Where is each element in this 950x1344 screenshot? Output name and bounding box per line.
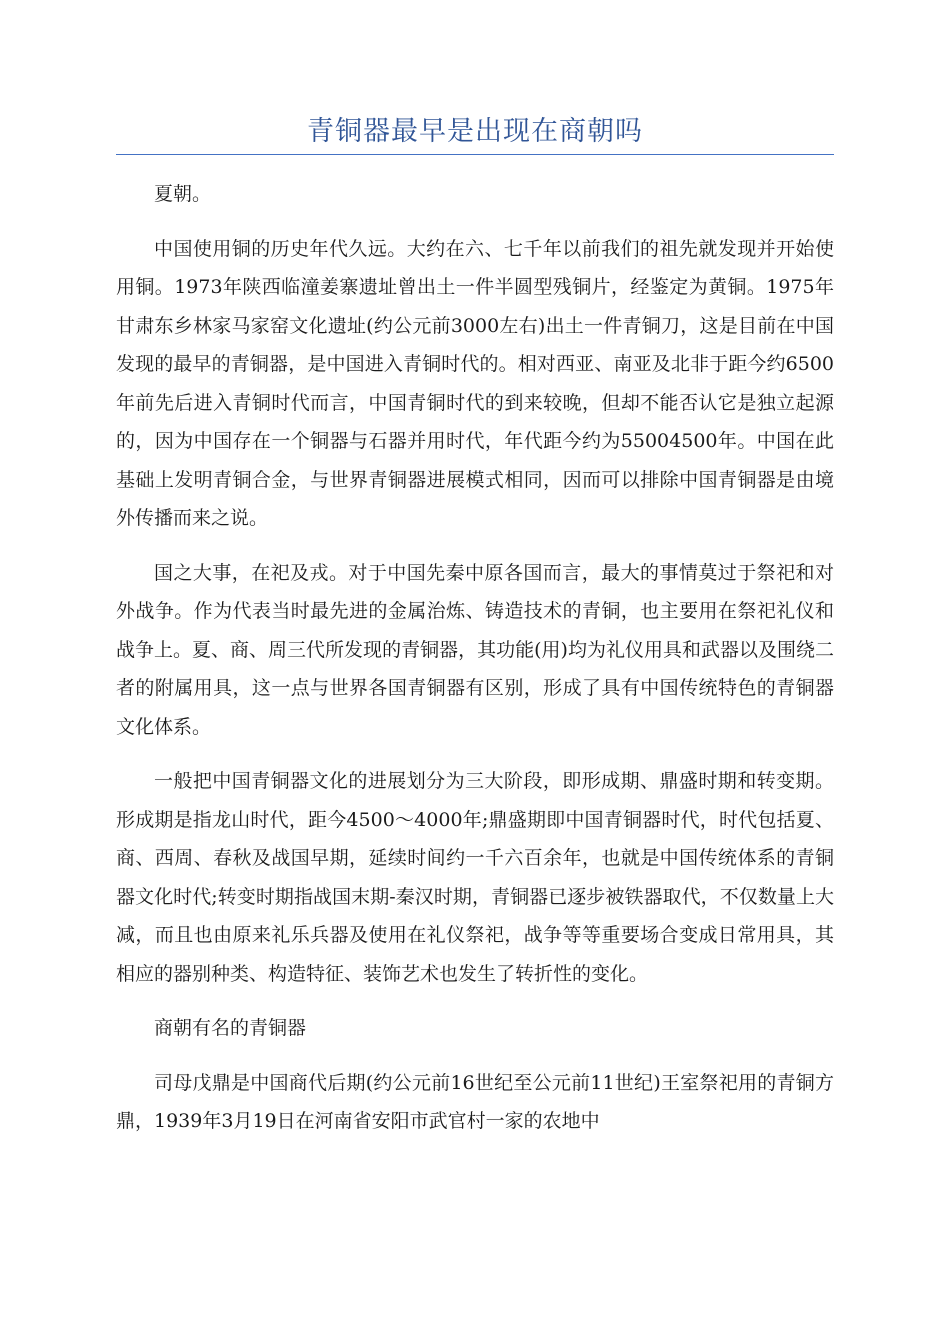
paragraph-function: 国之大事，在祀及戎。对于中国先秦中原各国而言，最大的事情莫过于祭祀和对外战争。作为代表当时最先进的金属治炼、铸造技术的青铜，也主要用在祭祀礼仪和战争上。夏、商、周三代所发现的青铜器，其功能(用)均为礼仪用具和武器以及围绕二者的附属用具，这一点与世界各国青铜器有区别，形成了具有中国传统特色的青铜器文化体系。 <box>116 561 834 738</box>
paragraph-subheading: 商朝有名的青铜器 <box>154 1017 307 1039</box>
paragraph-stages: 一般把中国青铜器文化的进展划分为三大阶段，即形成期、鼎盛时期和转变期。形成期是指龙山时代，距今4500～4000年;鼎盛期即中国青铜器时代，时代包括夏、商、西周、春秋及战国早期，延续时间约一千六百余年，也就是中国传统体系的青铜器文化时代;转变时期指战国末期-秦汉时期，青铜器已逐步被铁器取代，不仅数量上大减，而且也由原来礼乐兵器及使用在礼仪祭祀，战争等等重要场合变成日常用具，其相应的器别种类、构造特征、装饰艺术也发生了转折性的变化。 <box>116 770 834 985</box>
paragraph-simuwu-ding: 司母戊鼎是中国商代后期(约公元前16世纪至公元前11世纪)王室祭祀用的青铜方鼎，1939年3月19日在河南省安阳市武官村一家的农地中 <box>116 1071 834 1132</box>
paragraph-history: 中国使用铜的历史年代久远。大约在六、七千年以前我们的祖先就发现并开始使用铜。1973年陕西临潼姜寨遗址曾出土一件半圆型残铜片，经鉴定为黄铜。1975年甘肃东乡林家马家窑文化遗址(约公元前3000左右)出土一件青铜刀，这是目前在中国发现的最早的青铜器，是中国进入青铜时代的。相对西亚、南亚及北非于距今约6500年前先后进入青铜时代而言，中国青铜时代的到来较晚，但却不能否认它是独立起源的，因为中国存在一个铜器与石器并用时代，年代距今约为55004500年。中国在此基础上发明青铜合金，与世界青铜器进展模式相同，因而可以排除中国青铜器是由境外传播而来之说。 <box>116 237 834 529</box>
title-underline <box>116 154 834 155</box>
paragraph-answer: 夏朝。 <box>154 183 212 205</box>
document-title: 青铜器最早是出现在商朝吗 <box>307 116 643 147</box>
document-body <box>116 175 834 1157</box>
